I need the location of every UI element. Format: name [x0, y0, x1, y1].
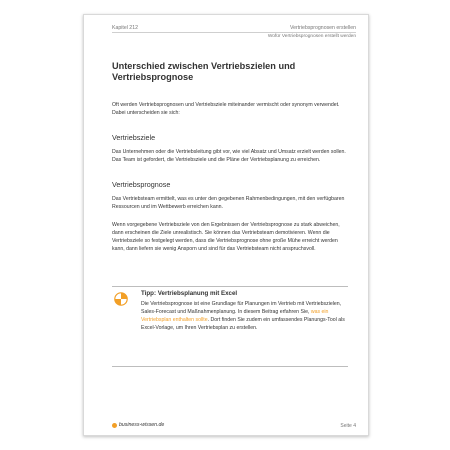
- tip-text-before: Die Vertriebsprognose ist eine Grundlage für Planungen im Vertrieb mit Vertriebszielen, Sales-Forecast und Maßnahmenplanung. In diesem Beitrag erfahren Sie,: [141, 301, 342, 315]
- tip-divider-top: [112, 286, 348, 287]
- page-number: Seite 4: [340, 423, 356, 429]
- tip-body: [141, 290, 348, 332]
- header-chapter: Kapitel 212: [112, 25, 138, 31]
- footer-logo-text: business-wissen.de: [119, 422, 165, 428]
- header-divider: [112, 32, 356, 33]
- intro-paragraph: Oft werden Vertriebsprognosen und Vertriebsziele miteinander vermischt oder synonym verwendet. Dabei unterscheiden sie sich:: [112, 102, 340, 116]
- document-page: [83, 14, 369, 436]
- header-subsection: Wofür Vertriebsprognosen erstellt werden: [267, 34, 356, 39]
- lightbulb-icon: [114, 292, 128, 306]
- footer-logo[interactable]: [112, 422, 164, 428]
- section-heading-vertriebsziele: Vertriebsziele: [112, 133, 156, 142]
- tip-title: Tipp: Vertriebsplanung mit Excel: [141, 290, 238, 297]
- tip-text: [141, 300, 348, 332]
- page-title: Unterschied zwischen Vertriebszielen und Vertriebsprognose: [112, 61, 296, 82]
- section-paragraph: Wenn vorgegebene Vertriebsziele von den Ergebnissen der Vertriebsprognose zu stark abweichen, dann erscheinen die Ziele unrealistisch. Sie können das Vertriebsteam demotivieren. Wenn die Vertriebsziele so festgelegt werden, dass die Vertriebsprognose ohne große Mühe erreicht werden kann, dann liefern sie wenig Ansporn und sind für das Vertriebsteam nicht anspruchsvoll.: [112, 222, 340, 252]
- header-section: Vertriebsprognosen erstellen: [289, 25, 356, 31]
- logo-dot-icon: [112, 423, 117, 428]
- tip-divider-bottom: [112, 366, 348, 367]
- main-content: [112, 61, 348, 331]
- section-paragraph: Das Unternehmen oder die Vertriebsleitung gibt vor, wie viel Absatz und Umsatz erzielt werden sollen. Das Team ist gefordert, die Vertriebsziele und die Pläne der Vertriebsplanung zu erreichen.: [112, 149, 346, 163]
- section-paragraph: Das Vertriebsteam ermittelt, was es unter den gegebenen Rahmenbedingungen, mit den verfügbaren Ressourcen und im Wettbewerb erreichen kann.: [112, 196, 345, 210]
- tip-link[interactable]: was ein Vertriebsplan enthalten sollte: [141, 309, 329, 323]
- tip-text-after: . Dort finden Sie zudem ein umfassendes Planungs-Tool als Excel-Vorlage, um Ihren Vertriebsplan zu erstellen.: [141, 317, 345, 331]
- section-heading-vertriebsprognose: Vertriebsprognose: [112, 180, 171, 189]
